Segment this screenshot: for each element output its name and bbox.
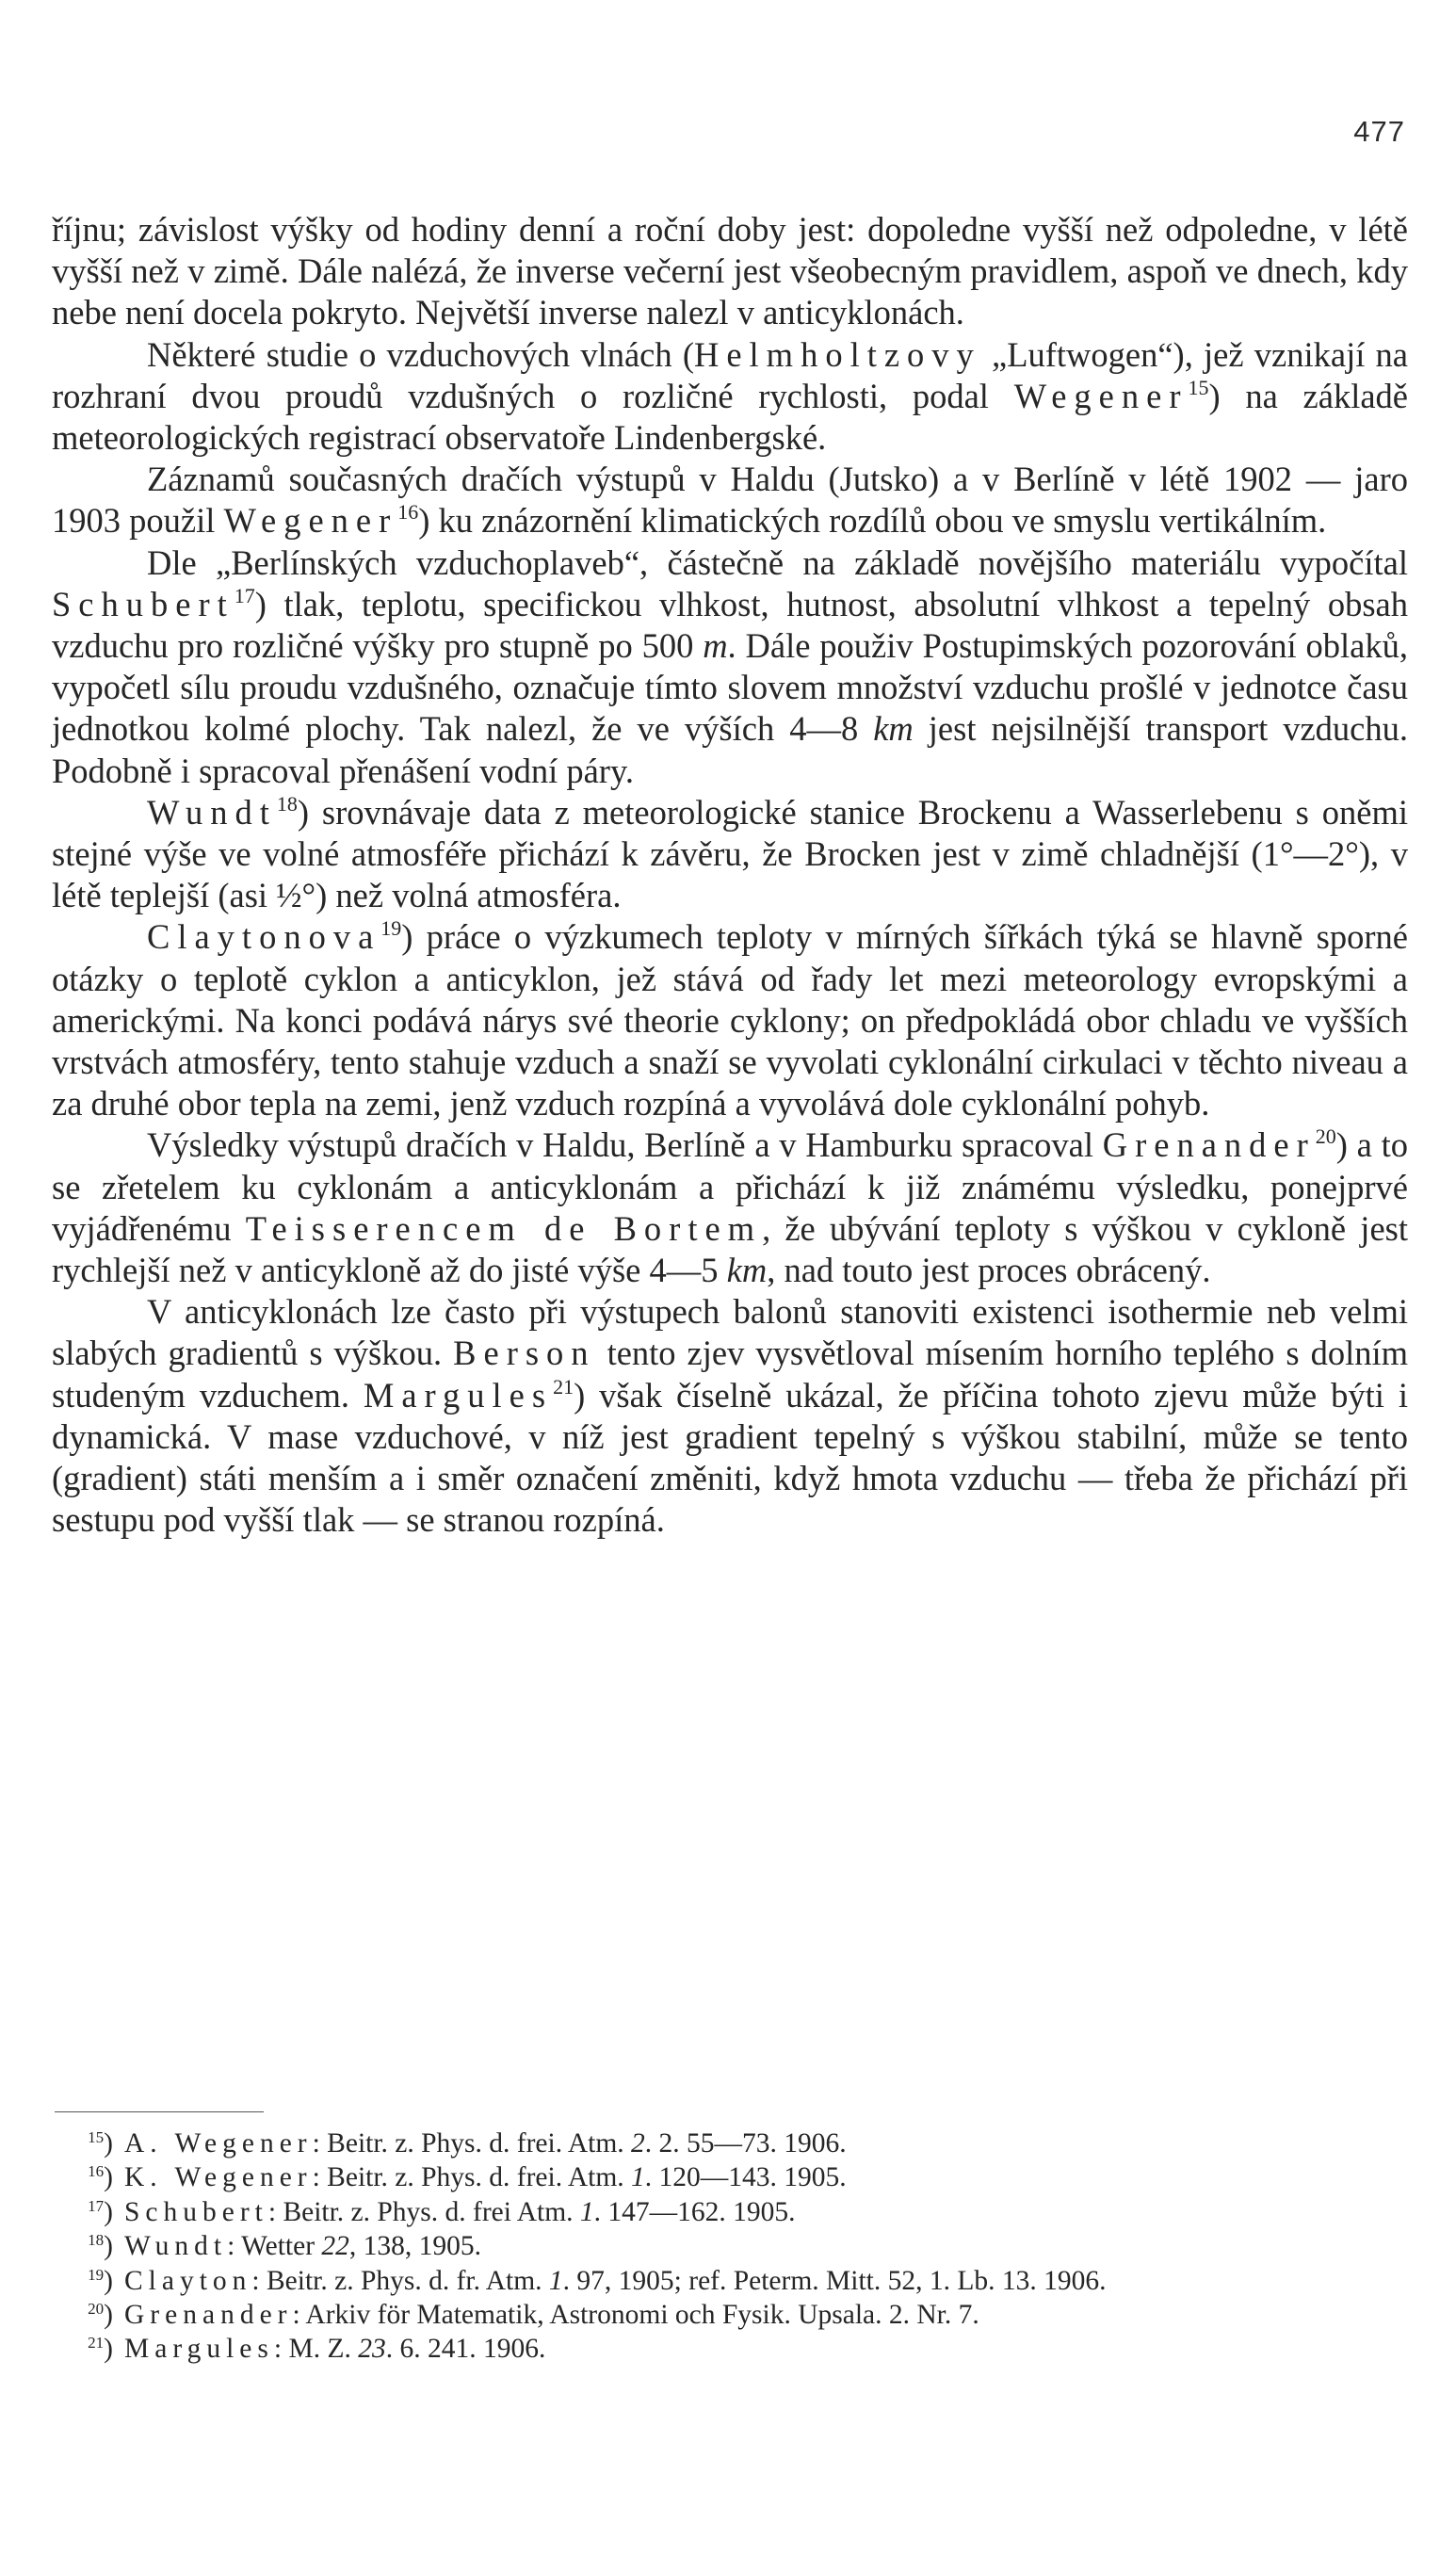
footnote-volume: 1 (579, 2196, 594, 2227)
author-name: Wegener (1013, 376, 1189, 415)
author-name: Margules (363, 1375, 554, 1415)
author-name: Claytonova (147, 917, 381, 957)
footnote-number-text: 15 (88, 2128, 105, 2146)
footnote-author: Margules (124, 2334, 274, 2365)
footnote-ref: 17 (234, 583, 255, 607)
footnote (55, 2195, 1408, 2229)
paragraph (52, 1291, 1408, 1541)
footnote-volume: 23 (358, 2334, 386, 2365)
footnote-number-text: 16 (88, 2162, 105, 2181)
author-name: Teisserencem de Bortem (245, 1208, 763, 1248)
unit: km (726, 1251, 768, 1290)
text-run: ) a to se zřetelem ku cyklonám a anticyklonám a přichází k již známému výsledku, ponejprvé vyjádřenému (52, 1125, 1408, 1248)
footnote-divider (55, 2111, 264, 2112)
footnote (55, 2126, 1408, 2160)
paragraph (52, 916, 1408, 1124)
footnote-source: : Wetter (227, 2231, 322, 2262)
footnote-details: . 120—143. 1905. (644, 2162, 847, 2193)
text-run: Dle „Berlínských vzduchoplaveb“, částečně na základě novějšího materiálu vypočítal (147, 542, 1408, 582)
footnote-author: Clayton (124, 2265, 252, 2296)
footnote-number-text: 19 (88, 2265, 105, 2284)
footnote (55, 2298, 1408, 2332)
author-name: Wundt (147, 792, 277, 832)
footnote-author: Grenander (124, 2300, 293, 2331)
footnote-number-text: 21 (88, 2334, 105, 2353)
footnote-details: . 97, 1905; ref. Peterm. Mitt. 52, 1. Lb. 13. 1906. (562, 2265, 1107, 2296)
footnote-number: $^{15}$) (88, 2128, 113, 2159)
footnote-volume: 1 (631, 2162, 645, 2193)
paragraph (52, 334, 1408, 460)
text-run: ) ku znázornění klimatických rozdílů obou ve smyslu vertikálním. (418, 501, 1327, 541)
text-run: V anticyklonách lze často při výstupech balonů stanoviti existenci isothermie neb velmi slabých gradientů s výškou. (52, 1292, 1408, 1373)
author-name: Helmholtzovy (693, 334, 981, 374)
paragraph (52, 1124, 1408, 1291)
footnote-details: . 147—162. 1905. (593, 2196, 796, 2227)
footnote-volume: 22 (321, 2231, 349, 2262)
footnote-author: A. Wegener (124, 2128, 313, 2159)
footnote (55, 2160, 1408, 2194)
text-run: „Luftwogen“), jež vznikají na rozhraní dvou proudů vzdušných o rozličné rychlosti, podal (52, 334, 1408, 415)
text-run: ) práce o výzkumech teploty v mírných šířkách týká se hlavně sporné otázky o teplotě cyklon a anticyklon, jež stává od řady let mezi meteorology evropskými a americkými. Na konci podává nárys své theorie cyklony; on předpokládá obor chladu ve vyšších vrstvách atmosféry, tento stahuje vzduch a snaží se vyvolati cyklonální cirkulaci v těchto niveau a za druhé obor tepla na zemi, jenž vzduch rozpíná a vyvolává dole cyklonální pohyb. (52, 917, 1408, 1124)
footnote-number: $^{19}$) (88, 2265, 113, 2296)
footnote-number: $^{20}$) (88, 2300, 113, 2331)
text-run: říjnu; závislost výšky od hodiny denní a roční doby jest: dopoledne vyšší než odpoledne, v létě vyšší než v zimě. Dále nalézá, že inverse večerní jest všeobecným pravidlem, aspoň ve dnech, kdy nebe není docela pokryto. Největší inverse nalezl v anticyklonách. (52, 210, 1408, 332)
footnote-source: : M. Z. (273, 2334, 359, 2365)
text-run: , nad touto jest proces obrácený. (767, 1251, 1211, 1290)
footnote-volume: 1 (548, 2265, 563, 2296)
footnote-author: Wundt (124, 2231, 228, 2262)
unit: km (873, 709, 914, 749)
author-name: Wegener (223, 501, 398, 541)
unit: m (703, 626, 728, 666)
paragraph (52, 792, 1408, 917)
paragraph (52, 209, 1408, 334)
footnotes (55, 2126, 1408, 2367)
footnote-ref: 16 (397, 500, 419, 525)
text-run: tento zjev vysvětloval mísením horního teplého s dolním studeným vzduchem. (52, 1334, 1408, 1415)
footnote-number: $^{18}$) (88, 2231, 113, 2262)
footnote (55, 2229, 1408, 2263)
footnote (55, 2264, 1408, 2298)
footnote-source: : Beitr. z. Phys. d. fr. Atm. (251, 2265, 549, 2296)
paragraph (52, 459, 1408, 542)
footnote-number-text: 18 (88, 2231, 105, 2250)
footnote-details: . 2. 55—73. 1906. (644, 2128, 847, 2159)
footnote-number: $^{21}$) (88, 2334, 113, 2365)
text-run: . Dále použiv Postupimských pozorování oblaků, vypočetl sílu proudu vzdušného, označuje tímto slovem množství vzduchu prošlé v jednotce času jednotkou kolmé plochy. Tak nalezl, že ve výších 4—8 (52, 626, 1408, 749)
author-name: Schubert (52, 584, 235, 623)
footnote-ref: 18 (276, 791, 298, 816)
text-run: ) srovnávaje data z meteorologické stanice Brockenu a Wasserlebenu s oněmi stejné výše ve volné atmosféře přichází k závěru, že Brocken jest v zimě chladnější (1°—2°), v létě teplejší (asi ½°) než volná atmosféra. (52, 792, 1408, 915)
footnote-number-text: 20 (88, 2300, 105, 2319)
text-run: ) však číselně ukázal, že příčina tohoto zjevu může býti i dynamická. V mase vzduchové, v níž jest gradient tepelný s výškou stabilní, může se tento (gradient) státi menším a i směr označení změniti, když hmota vzduchu — třeba že přichází při sestupu pod vyšší tlak — se stranou rozpíná. (52, 1375, 1408, 1540)
footnote-details: . 6. 241. 1906. (385, 2334, 546, 2365)
footnote-volume: 2 (631, 2128, 645, 2159)
footnote-ref: 19 (380, 916, 402, 941)
text-run: ) tlak, teplotu, specifickou vlhkost, hutnost, absolutní vlhkost a tepelný obsah vzduchu pro rozličné výšky pro stupně po 500 (52, 584, 1408, 666)
text-run: Záznamů současných dračích výstupů v Haldu (Jutsko) a v Berlíně v létě 1902 — jaro 1903 použil (52, 460, 1408, 541)
paragraph (52, 542, 1408, 792)
footnote-number: $^{17}$) (88, 2196, 113, 2227)
footnote-ref: 20 (1315, 1124, 1336, 1149)
text-run: ) na základě meteorologických registrací observatoře Lindenbergské. (52, 376, 1408, 458)
footnote-details: , 138, 1905. (348, 2231, 482, 2262)
footnote-source: : Arkiv för Matematik, Astronomi och Fysik. Upsala. 2. Nr. 7. (292, 2300, 979, 2331)
footnote-number: $^{16}$) (88, 2162, 113, 2193)
footnote-ref: 15 (1188, 375, 1209, 399)
text-run: Některé studie o vzduchových vlnách ( (147, 334, 694, 374)
text-run: Výsledky výstupů dračích v Haldu, Berlíně a v Hamburku spracoval (147, 1125, 1103, 1165)
footnote-author: K. Wegener (124, 2162, 313, 2193)
page-number: 477 (1353, 115, 1405, 148)
footnote-author: Schubert (124, 2196, 268, 2227)
author-name: Grenander (1102, 1125, 1316, 1165)
main-text (52, 209, 1408, 1542)
footnote-source: : Beitr. z. Phys. d. frei. Atm. (312, 2162, 632, 2193)
footnote (55, 2332, 1408, 2366)
text-run: , že ubývání teploty s výškou v cykloně jest rychlejší než v anticykloně až do jisté výše 4—5 (52, 1208, 1408, 1290)
author-name: Berson (453, 1334, 596, 1373)
footnote-source: : Beitr. z. Phys. d. frei Atm. (267, 2196, 580, 2227)
footnote-source: : Beitr. z. Phys. d. frei. Atm. (312, 2128, 632, 2159)
footnote-ref: 21 (553, 1374, 574, 1399)
footnote-number-text: 17 (88, 2196, 105, 2215)
text-run: jest nejsilnější transport vzduchu. Podobně i spracoval přenášení vodní páry. (52, 709, 1408, 790)
